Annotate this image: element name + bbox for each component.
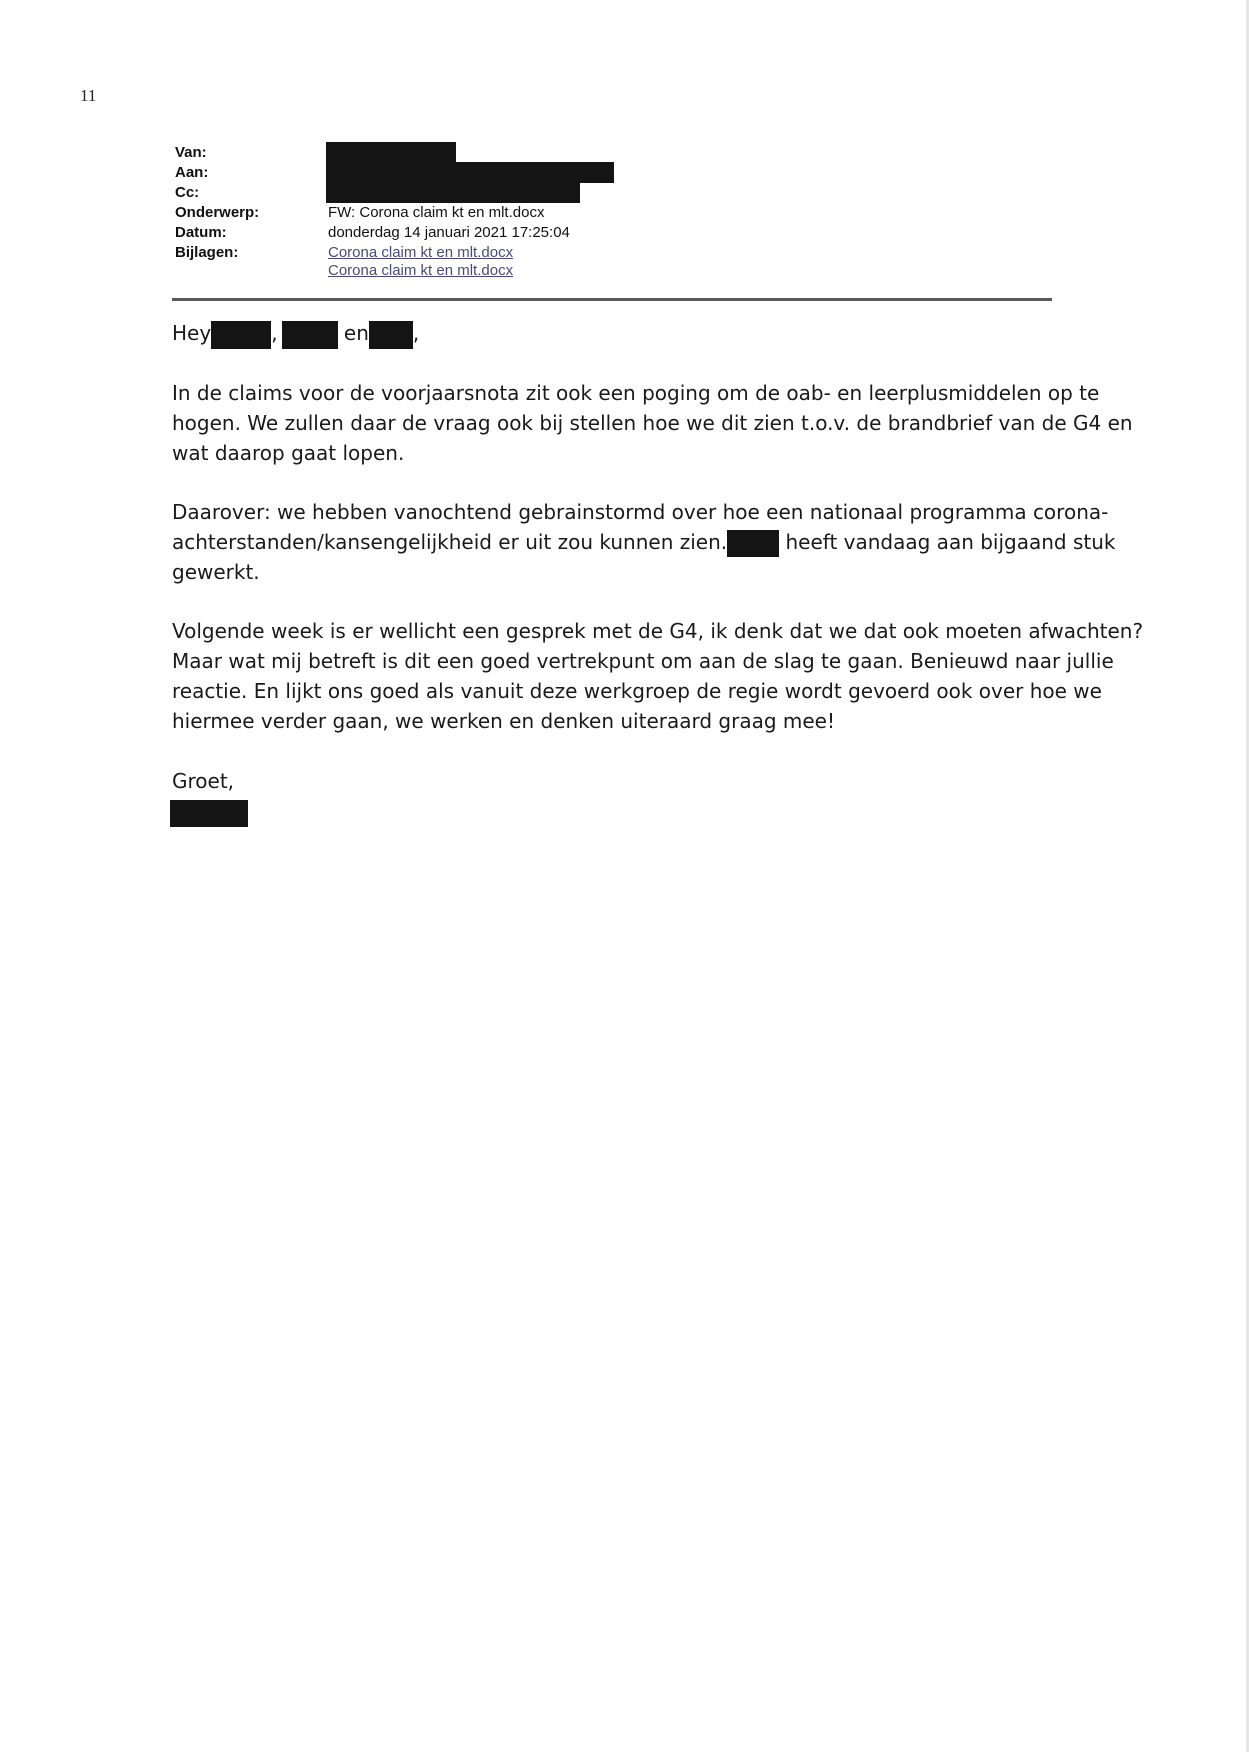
- greeting-comma: ,: [412, 321, 420, 345]
- paragraph-line: [172, 527, 1116, 557]
- redacted-cc: [326, 182, 580, 203]
- attachments-label: Bijlagen:: [175, 244, 239, 261]
- from-label: Van:: [175, 144, 207, 161]
- paragraph-line: Volgende week is er wellicht een gesprek met de G4, ik denk dat we dat ook moeten afwachten?: [172, 619, 1144, 643]
- paragraph-text: achterstanden/kansengelijkheid er uit zou kunnen zien.: [172, 530, 728, 554]
- greeting-comma: ,: [271, 321, 278, 345]
- greeting-en: en: [343, 321, 369, 345]
- redacted-signature: [170, 800, 248, 827]
- redacted-name: [282, 321, 338, 349]
- redacted-from: [326, 142, 456, 163]
- redacted-to: [326, 162, 614, 183]
- to-label: Aan:: [175, 164, 209, 181]
- attachment-link[interactable]: Corona claim kt en mlt.docx: [328, 244, 514, 261]
- paragraph-line: Maar wat mij betreft is dit een goed vertrekpunt om aan de slag te gaan. Benieuwd naar jullie: [172, 649, 1114, 673]
- subject-value: FW: Corona claim kt en mlt.docx: [328, 204, 545, 221]
- paragraph-3: [172, 616, 1144, 736]
- paragraph-line: wat daarop gaat lopen.: [172, 441, 405, 465]
- paragraph-line: gewerkt.: [172, 560, 260, 584]
- paragraph-line: In de claims voor de voorjaarsnota zit ook een poging om de oab- en leerplusmiddelen op te: [172, 381, 1100, 405]
- paragraph-line: hiermee verder gaan, we werken en denken uiteraard graag mee!: [172, 709, 836, 733]
- greeting-hey: Hey: [172, 321, 212, 345]
- cc-label: Cc:: [175, 184, 200, 201]
- attachment-link[interactable]: Corona claim kt en mlt.docx: [328, 262, 514, 279]
- date-value: donderdag 14 januari 2021 17:25:04: [328, 224, 570, 241]
- paragraph-line: reactie. En lijkt ons goed als vanuit deze werkgroep de regie wordt gevoerd ook over hoe we: [172, 679, 1102, 703]
- page-number: 11: [80, 86, 97, 105]
- greeting-line: [172, 318, 1072, 349]
- redacted-name: [369, 321, 413, 349]
- redacted-name: [211, 321, 271, 349]
- date-label: Datum:: [175, 224, 227, 241]
- paragraph-text: heeft vandaag aan bijgaand stuk: [785, 530, 1116, 554]
- paragraph-1: [172, 378, 1133, 468]
- header-divider: [172, 298, 1052, 301]
- redacted-name: [727, 530, 779, 557]
- paragraph-2: [172, 497, 1116, 587]
- paragraph-line: Daarover: we hebben vanochtend gebrainstormd over hoe een nationaal programma corona-: [172, 500, 1109, 524]
- closing-line: Groet,: [172, 769, 235, 793]
- paragraph-line: hogen. We zullen daar de vraag ook bij stellen hoe we dit zien t.o.v. de brandbrief van de G4 en: [172, 411, 1133, 435]
- subject-label: Onderwerp:: [175, 204, 260, 221]
